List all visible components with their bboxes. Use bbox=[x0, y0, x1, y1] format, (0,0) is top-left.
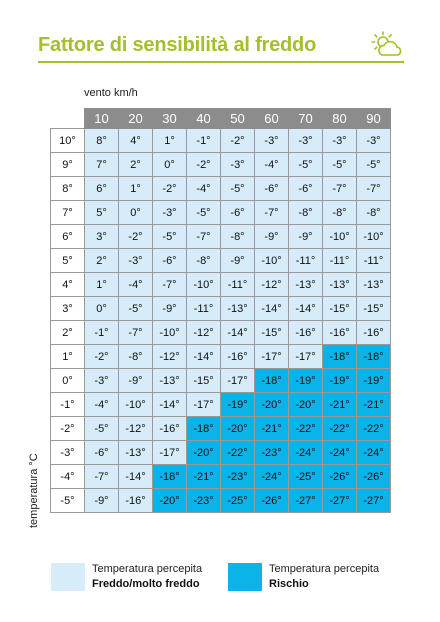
temperature-cell: -5° bbox=[51, 489, 85, 513]
perceived-temperature-cell: 0° bbox=[119, 201, 153, 225]
perceived-temperature-cell: -20° bbox=[255, 393, 289, 417]
perceived-temperature-cell: -13° bbox=[323, 273, 357, 297]
perceived-temperature-cell: -18° bbox=[357, 345, 391, 369]
perceived-temperature-cell: -14° bbox=[187, 345, 221, 369]
perceived-temperature-cell: 0° bbox=[153, 153, 187, 177]
perceived-temperature-cell: -18° bbox=[323, 345, 357, 369]
perceived-temperature-cell: -21° bbox=[323, 393, 357, 417]
perceived-temperature-cell: -21° bbox=[255, 417, 289, 441]
perceived-temperature-cell: -14° bbox=[153, 393, 187, 417]
perceived-temperature-cell: -22° bbox=[357, 417, 391, 441]
temperature-cell: 3° bbox=[51, 297, 85, 321]
perceived-temperature-cell: -19° bbox=[357, 369, 391, 393]
perceived-temperature-cell: -15° bbox=[187, 369, 221, 393]
temperature-cell: 1° bbox=[51, 345, 85, 369]
temperature-cell: -1° bbox=[51, 393, 85, 417]
perceived-temperature-cell: -7° bbox=[153, 273, 187, 297]
temperature-cell: 10° bbox=[51, 129, 85, 153]
perceived-temperature-cell: -6° bbox=[289, 177, 323, 201]
perceived-temperature-cell: -3° bbox=[119, 249, 153, 273]
table-corner bbox=[51, 109, 85, 129]
legend-swatch-risk bbox=[228, 563, 262, 591]
perceived-temperature-cell: -8° bbox=[357, 201, 391, 225]
perceived-temperature-cell: -5° bbox=[153, 225, 187, 249]
perceived-temperature-cell: -12° bbox=[119, 417, 153, 441]
perceived-temperature-cell: -5° bbox=[289, 153, 323, 177]
perceived-temperature-cell: -6° bbox=[255, 177, 289, 201]
perceived-temperature-cell: -25° bbox=[289, 465, 323, 489]
perceived-temperature-cell: -8° bbox=[289, 201, 323, 225]
temperature-cell: 6° bbox=[51, 225, 85, 249]
temperature-cell: 0° bbox=[51, 369, 85, 393]
perceived-temperature-cell: -4° bbox=[187, 177, 221, 201]
perceived-temperature-cell: -24° bbox=[255, 465, 289, 489]
perceived-temperature-cell: -12° bbox=[187, 321, 221, 345]
perceived-temperature-cell: -22° bbox=[289, 417, 323, 441]
perceived-temperature-cell: -13° bbox=[153, 369, 187, 393]
perceived-temperature-cell: -27° bbox=[323, 489, 357, 513]
perceived-temperature-cell: -10° bbox=[153, 321, 187, 345]
perceived-temperature-cell: 2° bbox=[85, 249, 119, 273]
perceived-temperature-cell: -4° bbox=[255, 153, 289, 177]
perceived-temperature-cell: -7° bbox=[119, 321, 153, 345]
perceived-temperature-cell: -9° bbox=[221, 249, 255, 273]
perceived-temperature-cell: -7° bbox=[255, 201, 289, 225]
perceived-temperature-cell: -23° bbox=[187, 489, 221, 513]
temperature-cell: 7° bbox=[51, 201, 85, 225]
perceived-temperature-cell: -15° bbox=[357, 297, 391, 321]
perceived-temperature-cell: -15° bbox=[255, 321, 289, 345]
perceived-temperature-cell: -3° bbox=[153, 201, 187, 225]
perceived-temperature-cell: -6° bbox=[153, 249, 187, 273]
perceived-temperature-cell: 1° bbox=[85, 273, 119, 297]
perceived-temperature-cell: -19° bbox=[221, 393, 255, 417]
perceived-temperature-cell: -3° bbox=[221, 153, 255, 177]
wind-chill-table bbox=[50, 108, 391, 513]
table-row bbox=[51, 153, 391, 177]
temperature-cell: 9° bbox=[51, 153, 85, 177]
perceived-temperature-cell: -3° bbox=[289, 129, 323, 153]
legend-risk-category: Rischio bbox=[269, 578, 309, 590]
perceived-temperature-cell: -20° bbox=[187, 441, 221, 465]
perceived-temperature-cell: -17° bbox=[221, 369, 255, 393]
perceived-temperature-cell: -19° bbox=[289, 369, 323, 393]
perceived-temperature-cell: -16° bbox=[323, 321, 357, 345]
perceived-temperature-cell: -10° bbox=[187, 273, 221, 297]
table-row bbox=[51, 465, 391, 489]
perceived-temperature-cell: -5° bbox=[221, 177, 255, 201]
perceived-temperature-cell: -11° bbox=[357, 249, 391, 273]
legend-cold-category: Freddo/molto freddo bbox=[92, 578, 200, 590]
perceived-temperature-cell: -17° bbox=[153, 441, 187, 465]
temperature-cell: 4° bbox=[51, 273, 85, 297]
temperature-axis-label: temperatura °C bbox=[28, 453, 40, 528]
perceived-temperature-cell: -26° bbox=[255, 489, 289, 513]
perceived-temperature-cell: -18° bbox=[153, 465, 187, 489]
perceived-temperature-cell: -2° bbox=[221, 129, 255, 153]
perceived-temperature-cell: -10° bbox=[357, 225, 391, 249]
wind-speed-header: 40 bbox=[187, 109, 221, 129]
table-row bbox=[51, 489, 391, 513]
perceived-temperature-cell: -14° bbox=[119, 465, 153, 489]
table-row bbox=[51, 321, 391, 345]
perceived-temperature-cell: -20° bbox=[221, 417, 255, 441]
perceived-temperature-cell: 1° bbox=[119, 177, 153, 201]
legend-risk-label: Temperatura percepita bbox=[269, 563, 380, 575]
temperature-cell: -2° bbox=[51, 417, 85, 441]
perceived-temperature-cell: -10° bbox=[255, 249, 289, 273]
wind-axis-label: vento km/h bbox=[84, 87, 138, 99]
perceived-temperature-cell: -6° bbox=[85, 441, 119, 465]
perceived-temperature-cell: -20° bbox=[153, 489, 187, 513]
perceived-temperature-cell: -15° bbox=[323, 297, 357, 321]
perceived-temperature-cell: 0° bbox=[85, 297, 119, 321]
wind-speed-header: 10 bbox=[85, 109, 119, 129]
perceived-temperature-cell: -4° bbox=[119, 273, 153, 297]
perceived-temperature-cell: -9° bbox=[289, 225, 323, 249]
perceived-temperature-cell: -10° bbox=[119, 393, 153, 417]
perceived-temperature-cell: -12° bbox=[153, 345, 187, 369]
table-row bbox=[51, 225, 391, 249]
perceived-temperature-cell: -1° bbox=[85, 321, 119, 345]
table-row bbox=[51, 369, 391, 393]
perceived-temperature-cell: -17° bbox=[255, 345, 289, 369]
wind-speed-header: 80 bbox=[323, 109, 357, 129]
wind-speed-header: 50 bbox=[221, 109, 255, 129]
perceived-temperature-cell: -5° bbox=[187, 201, 221, 225]
perceived-temperature-cell: -13° bbox=[221, 297, 255, 321]
perceived-temperature-cell: -12° bbox=[255, 273, 289, 297]
perceived-temperature-cell: -23° bbox=[255, 441, 289, 465]
sun-cloud-icon bbox=[370, 30, 404, 60]
perceived-temperature-cell: 1° bbox=[153, 129, 187, 153]
perceived-temperature-cell: -16° bbox=[289, 321, 323, 345]
perceived-temperature-cell: 6° bbox=[85, 177, 119, 201]
perceived-temperature-cell: -16° bbox=[153, 417, 187, 441]
perceived-temperature-cell: -8° bbox=[119, 345, 153, 369]
perceived-temperature-cell: -21° bbox=[187, 465, 221, 489]
perceived-temperature-cell: -2° bbox=[85, 345, 119, 369]
temperature-cell: -3° bbox=[51, 441, 85, 465]
perceived-temperature-cell: -25° bbox=[221, 489, 255, 513]
perceived-temperature-cell: -3° bbox=[357, 129, 391, 153]
perceived-temperature-cell: -18° bbox=[255, 369, 289, 393]
perceived-temperature-cell: -27° bbox=[289, 489, 323, 513]
temperature-cell: 5° bbox=[51, 249, 85, 273]
table-row bbox=[51, 249, 391, 273]
table-row bbox=[51, 417, 391, 441]
wind-chill-table-body bbox=[51, 129, 391, 513]
perceived-temperature-cell: -17° bbox=[289, 345, 323, 369]
perceived-temperature-cell: 2° bbox=[119, 153, 153, 177]
perceived-temperature-cell: -10° bbox=[323, 225, 357, 249]
perceived-temperature-cell: -2° bbox=[119, 225, 153, 249]
perceived-temperature-cell: -26° bbox=[357, 465, 391, 489]
legend-swatch-cold bbox=[51, 563, 85, 591]
table-row bbox=[51, 345, 391, 369]
perceived-temperature-cell: -16° bbox=[357, 321, 391, 345]
perceived-temperature-cell: -6° bbox=[221, 201, 255, 225]
perceived-temperature-cell: -3° bbox=[323, 129, 357, 153]
perceived-temperature-cell: -16° bbox=[221, 345, 255, 369]
table-row bbox=[51, 393, 391, 417]
perceived-temperature-cell: -18° bbox=[187, 417, 221, 441]
perceived-temperature-cell: 4° bbox=[119, 129, 153, 153]
perceived-temperature-cell: -23° bbox=[221, 465, 255, 489]
perceived-temperature-cell: -7° bbox=[187, 225, 221, 249]
perceived-temperature-cell: -17° bbox=[187, 393, 221, 417]
perceived-temperature-cell: -7° bbox=[85, 465, 119, 489]
perceived-temperature-cell: -2° bbox=[153, 177, 187, 201]
perceived-temperature-cell: -2° bbox=[187, 153, 221, 177]
perceived-temperature-cell: -22° bbox=[221, 441, 255, 465]
table-row bbox=[51, 297, 391, 321]
legend-cold-label: Temperatura percepita bbox=[92, 563, 203, 575]
perceived-temperature-cell: -14° bbox=[255, 297, 289, 321]
perceived-temperature-cell: -4° bbox=[85, 393, 119, 417]
perceived-temperature-cell: -26° bbox=[323, 465, 357, 489]
perceived-temperature-cell: -9° bbox=[119, 369, 153, 393]
table-row bbox=[51, 177, 391, 201]
perceived-temperature-cell: -5° bbox=[85, 417, 119, 441]
perceived-temperature-cell: -3° bbox=[255, 129, 289, 153]
perceived-temperature-cell: -7° bbox=[357, 177, 391, 201]
perceived-temperature-cell: -11° bbox=[323, 249, 357, 273]
table-row bbox=[51, 441, 391, 465]
perceived-temperature-cell: -9° bbox=[153, 297, 187, 321]
wind-speed-header: 70 bbox=[289, 109, 323, 129]
perceived-temperature-cell: -13° bbox=[289, 273, 323, 297]
temperature-cell: 8° bbox=[51, 177, 85, 201]
perceived-temperature-cell: -24° bbox=[289, 441, 323, 465]
perceived-temperature-cell: -24° bbox=[323, 441, 357, 465]
table-row bbox=[51, 129, 391, 153]
wind-speed-header-row bbox=[51, 109, 391, 129]
temperature-cell: -4° bbox=[51, 465, 85, 489]
title-divider bbox=[38, 61, 404, 63]
perceived-temperature-cell: -9° bbox=[85, 489, 119, 513]
perceived-temperature-cell: -7° bbox=[323, 177, 357, 201]
temperature-cell: 2° bbox=[51, 321, 85, 345]
perceived-temperature-cell: 8° bbox=[85, 129, 119, 153]
perceived-temperature-cell: -21° bbox=[357, 393, 391, 417]
perceived-temperature-cell: -8° bbox=[221, 225, 255, 249]
perceived-temperature-cell: -27° bbox=[357, 489, 391, 513]
perceived-temperature-cell: -13° bbox=[119, 441, 153, 465]
perceived-temperature-cell: -5° bbox=[357, 153, 391, 177]
perceived-temperature-cell: -14° bbox=[289, 297, 323, 321]
perceived-temperature-cell: -22° bbox=[323, 417, 357, 441]
perceived-temperature-cell: -11° bbox=[221, 273, 255, 297]
perceived-temperature-cell: -8° bbox=[323, 201, 357, 225]
wind-speed-header: 30 bbox=[153, 109, 187, 129]
perceived-temperature-cell: -11° bbox=[289, 249, 323, 273]
perceived-temperature-cell: -20° bbox=[289, 393, 323, 417]
perceived-temperature-cell: 7° bbox=[85, 153, 119, 177]
perceived-temperature-cell: 5° bbox=[85, 201, 119, 225]
perceived-temperature-cell: -24° bbox=[357, 441, 391, 465]
perceived-temperature-cell: -5° bbox=[323, 153, 357, 177]
wind-speed-header: 90 bbox=[357, 109, 391, 129]
perceived-temperature-cell: -3° bbox=[85, 369, 119, 393]
perceived-temperature-cell: -16° bbox=[119, 489, 153, 513]
perceived-temperature-cell: -13° bbox=[357, 273, 391, 297]
perceived-temperature-cell: -9° bbox=[255, 225, 289, 249]
perceived-temperature-cell: -8° bbox=[187, 249, 221, 273]
page-title: Fattore di sensibilità al freddo bbox=[38, 34, 317, 56]
perceived-temperature-cell: -11° bbox=[187, 297, 221, 321]
table-row bbox=[51, 273, 391, 297]
perceived-temperature-cell: 3° bbox=[85, 225, 119, 249]
perceived-temperature-cell: -14° bbox=[221, 321, 255, 345]
perceived-temperature-cell: -1° bbox=[187, 129, 221, 153]
wind-speed-header: 60 bbox=[255, 109, 289, 129]
perceived-temperature-cell: -19° bbox=[323, 369, 357, 393]
wind-speed-header: 20 bbox=[119, 109, 153, 129]
perceived-temperature-cell: -5° bbox=[119, 297, 153, 321]
table-row bbox=[51, 201, 391, 225]
